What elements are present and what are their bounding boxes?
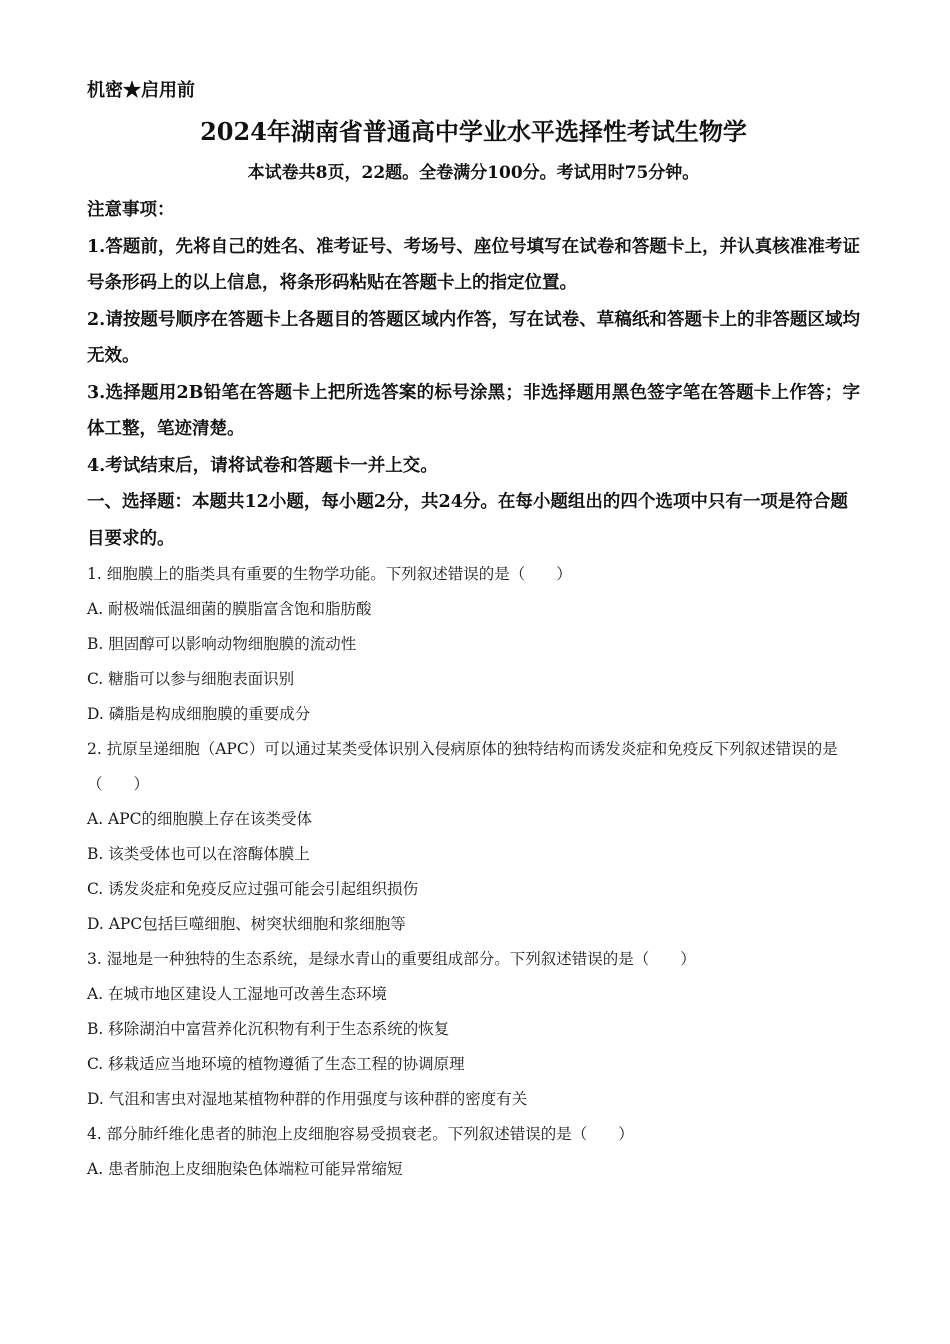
option-d: D. 磷脂是构成细胞膜的重要成分 [87, 705, 311, 723]
question-4 [87, 1117, 860, 1187]
notice-item-1: 1.答题前，先将自己的姓名、准考证号、考场号、座位号填写在试卷和答题卡上，并认真核准准考证号条形码上的以上信息，将条形码粘贴在答题卡上的指定位置。 [87, 236, 860, 293]
confidential-label: 机密★启用前 [87, 80, 195, 101]
exam-title: 2024年湖南省普通高中学业水平选择性考试生物学 [200, 117, 747, 146]
notice-item-4: 4.考试结束后，请将试卷和答题卡一并上交。 [87, 455, 438, 476]
exam-subtitle: 本试卷共8页，22题。全卷满分100分。考试用时75分钟。 [247, 163, 700, 183]
option-a: A. 在城市地区建设人工湿地可改善生态环境 [87, 985, 388, 1003]
option-c: C. 糖脂可以参与细胞表面识别 [87, 670, 295, 688]
option-a: A. 患者肺泡上皮细胞染色体端粒可能异常缩短 [87, 1160, 403, 1178]
option-d: D. APC包括巨噬细胞、树突状细胞和浆细胞等 [87, 915, 406, 933]
question-2 [87, 732, 860, 942]
question-stem: 4. 部分肺纤维化患者的肺泡上皮细胞容易受损衰老。下列叙述错误的是（ ） [87, 1125, 634, 1143]
notice-item-2: 2.请按题号顺序在答题卡上各题目的答题区域内作答，写在试卷、草稿纸和答题卡上的非答题区域均无效。 [87, 309, 860, 366]
question-1 [87, 557, 860, 732]
option-b: B. 胆固醇可以影响动物细胞膜的流动性 [87, 635, 357, 653]
option-b: B. 该类受体也可以在溶酶体膜上 [87, 845, 310, 863]
option-a: A. APC的细胞膜上存在该类受体 [87, 810, 313, 828]
notice-item-3: 3.选择题用2B铅笔在答题卡上把所选答案的标号涂黑；非选择题用黑色签字笔在答题卡上作答；字体工整，笔迹清楚。 [87, 382, 860, 439]
question-stem: 2. 抗原呈递细胞（APC）可以通过某类受体识别入侵病原体的独特结构而诱发炎症和免疫反下列叙述错误的是（ ） [87, 740, 838, 793]
question-3 [87, 942, 860, 1117]
option-c: C. 移栽适应当地环境的植物遵循了生态工程的协调原理 [87, 1055, 465, 1073]
section-heading-choice: 一、选择题：本题共12小题，每小题2分，共24分。在每小题组出的四个选项中只有一项是符合题目要求的。 [87, 492, 848, 549]
notice-heading: 注意事项： [87, 200, 175, 220]
option-d: D. 气沮和害虫对湿地某植物种群的作用强度与该种群的密度有关 [87, 1090, 528, 1108]
option-a: A. 耐极端低温细菌的膜脂富含饱和脂肪酸 [87, 600, 372, 618]
option-c: C. 诱发炎症和免疫反应过强可能会引起组织损伤 [87, 880, 419, 898]
question-stem: 1. 细胞膜上的脂类具有重要的生物学功能。下列叙述错误的是（ ） [87, 565, 572, 583]
option-b: B. 移除湖泊中富营养化沉积物有利于生态系统的恢复 [87, 1020, 450, 1038]
question-stem: 3. 湿地是一种独特的生态系统，是绿水青山的重要组成部分。下列叙述错误的是（ ） [87, 950, 696, 968]
